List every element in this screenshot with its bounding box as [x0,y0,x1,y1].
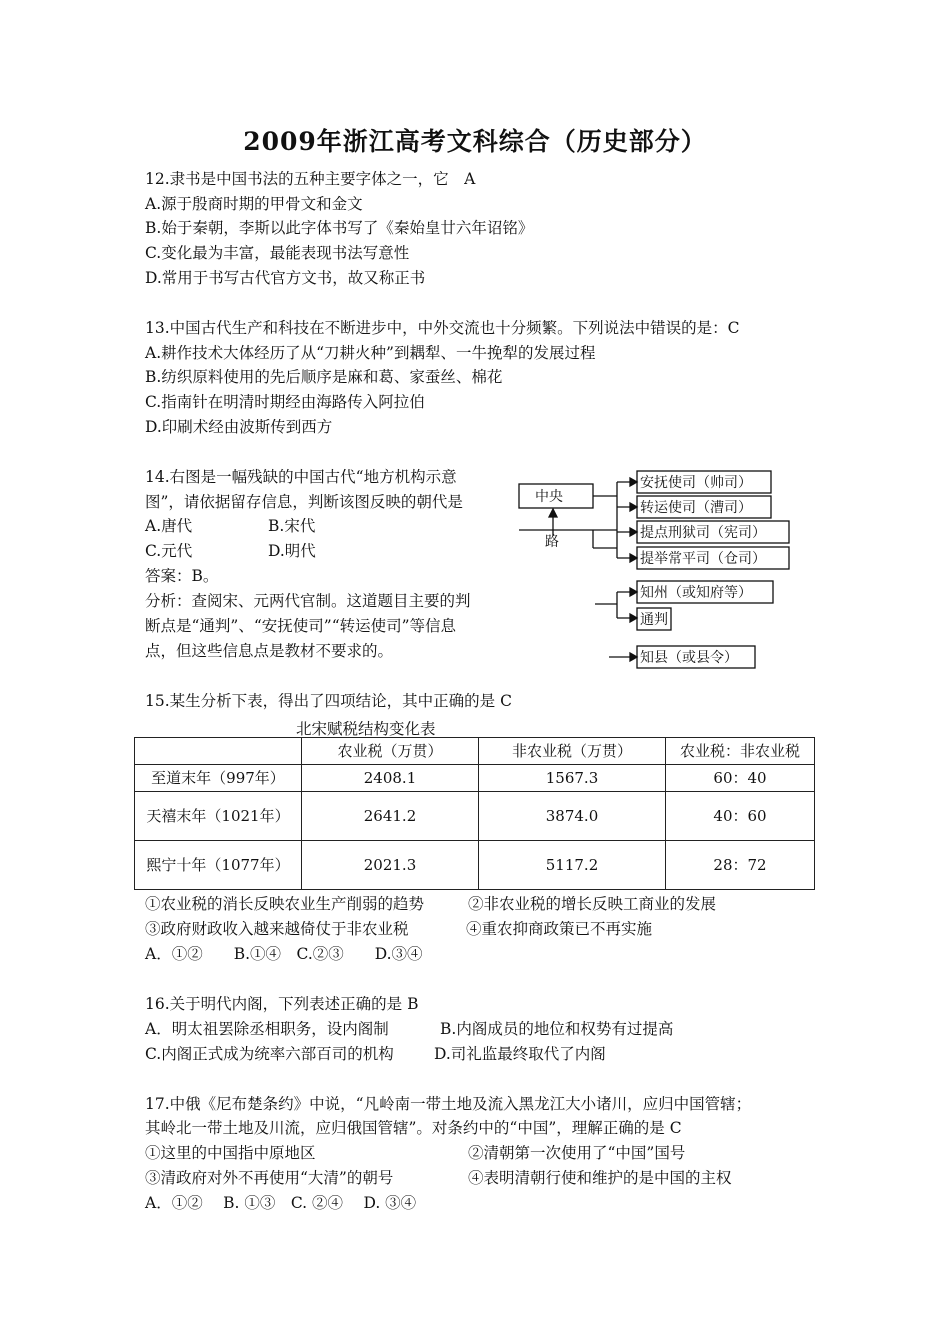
table-row [135,792,815,841]
tidian-label: 提点刑狱司（宪司） [640,525,766,541]
q14-answer: 答案：B。 [145,567,219,585]
table-row [135,765,815,792]
tiju-label: 提举常平司（仓司） [640,551,766,567]
q12-option-c: C.变化最为丰富，最能表现书法写意性 [145,244,410,262]
q15-statement-4: ④重农抑商政策已不再实施 [466,920,653,938]
table-cell: 2021.3 [302,841,479,890]
table-cell: 5117.2 [479,841,666,890]
q15-stem: 15.某生分析下表，得出了四项结论，其中正确的是 C [145,692,512,710]
q15-choices: A．①② B.①④ C.②③ D.③④ [145,945,423,963]
table-header-row [135,738,815,765]
q14-option-b: B.宋代 [268,517,316,535]
table-header-cell: 农业税（万贯） [302,738,479,765]
table-caption: 北宋赋税结构变化表 [296,720,436,738]
table-header-cell: 非农业税（万贯） [479,738,666,765]
q15-statement-2: ②非农业税的增长反映工商业的发展 [468,895,717,913]
table-cell: 28：72 [666,841,815,890]
table-cell: 3874.0 [479,792,666,841]
local-institution-diagram [517,468,797,678]
q15-statement-1: ①农业税的消长反映农业生产削弱的趋势 [145,895,425,913]
q12-option-a: A.源于殷商时期的甲骨文和金文 [145,195,363,213]
q16-option-c: C.内阁正式成为统率六部百司的机构 [145,1045,394,1063]
q17-statement-3: ③清政府对外不再使用“大清”的朝号 [145,1169,394,1187]
zhixian-label: 知县（或县令） [640,650,738,666]
zhizhou-label: 知州（或知府等） [640,585,752,601]
table-cell: 1567.3 [479,765,666,792]
q14-stem-line1: 14.右图是一幅残缺的中国古代“地方机构示意 [145,468,457,486]
q13-stem: 13.中国古代生产和科技在不断进步中，中外交流也十分频繁。下列说法中错误的是：C [145,319,740,337]
table-cell: 2641.2 [302,792,479,841]
q14-stem-line2: 图”，请依据留存信息，判断该图反映的朝代是 [145,493,463,511]
q12-option-d: D.常用于书写古代官方文书，故又称正书 [145,269,426,287]
q13-option-b: B.纺织原料使用的先后顺序是麻和葛、家蚕丝、棉花 [145,368,503,386]
q14-option-c: C.元代 [145,542,193,560]
table-cell: 熙宁十年（1077年） [135,841,302,890]
page-title: 2009年浙江高考文科综合（历史部分） [243,127,707,156]
central-label: 中央 [535,489,563,505]
table-cell: 60：40 [666,765,815,792]
q13-option-d: D.印刷术经由波斯传到西方 [145,418,333,436]
q16-option-b: B.内阁成员的地位和权势有过提高 [440,1020,674,1038]
table-header-cell: 农业税：非农业税 [666,738,815,765]
diagram-svg [517,468,797,678]
q17-statement-4: ④表明清朝行使和维护的是中国的主权 [468,1169,732,1187]
tax-structure-table [134,737,815,890]
q14-analysis-line1: 分析：查阅宋、元两代官制。这道题目主要的判 [145,592,471,610]
tongpan-label: 通判 [640,612,668,628]
table-row [135,841,815,890]
q15-statement-3: ③政府财政收入越来越倚仗于非农业税 [145,920,409,938]
q17-stem-line1: 17.中俄《尼布楚条约》中说，“凡岭南一带土地及流入黑龙江大小诸川，应归中国管辖； [145,1095,752,1113]
q16-option-a: A．明太祖罢除丞相职务，设内阁制 [145,1020,389,1038]
q13-option-a: A.耕作技术大体经历了从“刀耕火种”到耦犁、一牛挽犁的发展过程 [145,344,596,362]
q16-stem: 16.关于明代内阁，下列表述正确的是 B [145,995,419,1013]
anfu-label: 安抚使司（帅司） [640,475,752,491]
q17-statement-1: ①这里的中国指中原地区 [145,1144,316,1162]
q14-analysis-line3: 点，但这些信息点是教材不要求的。 [145,642,394,660]
q17-stem-line2: 其岭北一带土地及川流，应归俄国管辖”。对条约中的“中国”，理解正确的是 C [145,1119,682,1137]
q17-choices: A．①② B. ①③ C. ②④ D. ③④ [145,1194,417,1212]
lu-label: 路 [545,534,559,550]
q14-option-a: A.唐代 [145,517,193,535]
q12-stem: 12.隶书是中国书法的五种主要字体之一，它 A [145,170,476,188]
table-cell: 40：60 [666,792,815,841]
q14-option-d: D.明代 [268,542,316,560]
q14-analysis-line2: 断点是“通判”、“安抚使司”“转运使司”等信息 [145,617,457,635]
table-cell: 天禧末年（1021年） [135,792,302,841]
table-cell: 2408.1 [302,765,479,792]
q17-statement-2: ②清朝第一次使用了“中国”国号 [468,1144,686,1162]
table-header-cell [135,738,302,765]
q13-option-c: C.指南针在明清时期经由海路传入阿拉伯 [145,393,425,411]
zhuanyun-label: 转运使司（漕司） [640,500,752,516]
q16-option-d: D.司礼监最终取代了内阁 [434,1045,606,1063]
table-cell: 至道末年（997年） [135,765,302,792]
q12-option-b: B.始于秦朝，李斯以此字体书写了《秦始皇廿六年诏铭》 [145,219,534,237]
